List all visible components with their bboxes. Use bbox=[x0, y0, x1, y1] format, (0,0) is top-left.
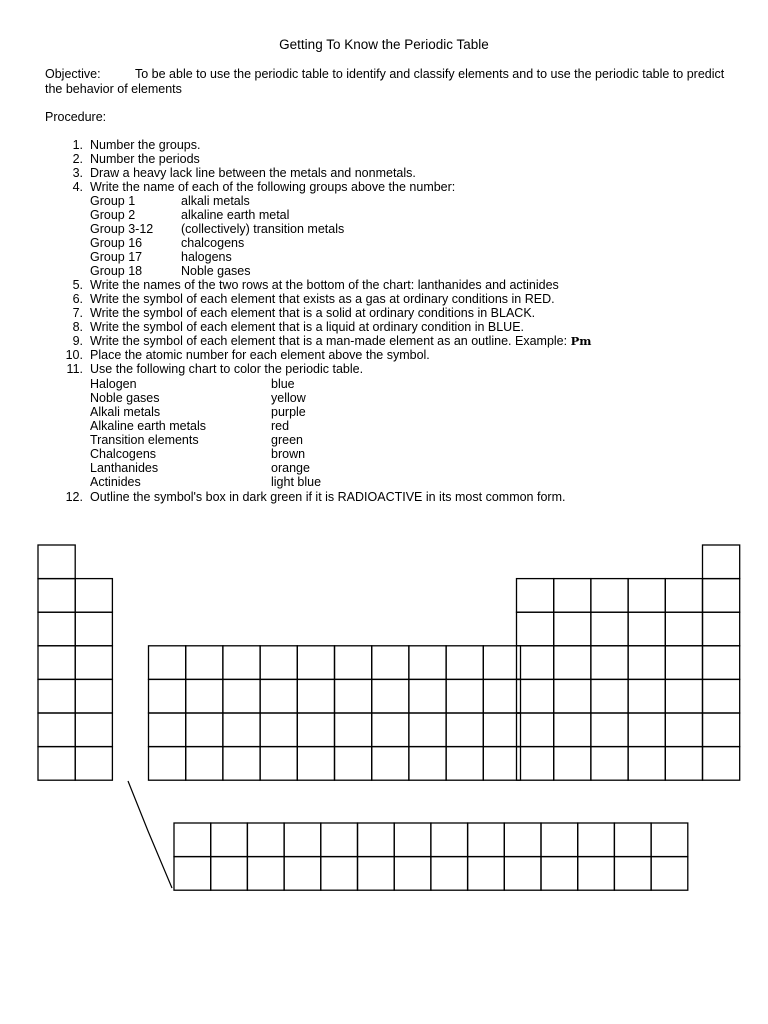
family-label: Actinides bbox=[90, 475, 141, 489]
f-block-cell bbox=[174, 857, 211, 891]
f-block-cell bbox=[431, 823, 468, 857]
element-cell bbox=[372, 679, 409, 713]
f-block-cell bbox=[651, 823, 688, 857]
f-block-cell bbox=[394, 823, 431, 857]
element-cell bbox=[372, 646, 409, 680]
element-cell bbox=[446, 679, 483, 713]
f-block-cell bbox=[541, 823, 578, 857]
element-cell bbox=[335, 747, 372, 781]
group-label: Group 18 bbox=[90, 264, 143, 278]
element-cell bbox=[703, 646, 740, 680]
f-block-cell bbox=[321, 857, 358, 891]
f-block-cell bbox=[468, 857, 505, 891]
element-cell bbox=[517, 679, 554, 713]
element-cell bbox=[483, 679, 520, 713]
family-label: Alkaline earth metals bbox=[90, 419, 207, 433]
f-block-cell bbox=[504, 857, 541, 891]
group-label: Group 2 bbox=[90, 208, 136, 222]
element-cell bbox=[75, 679, 112, 713]
element-cell bbox=[335, 646, 372, 680]
element-cell bbox=[223, 713, 260, 747]
element-cell bbox=[703, 612, 740, 646]
element-cell bbox=[409, 646, 446, 680]
group-label: Group 17 bbox=[90, 250, 143, 264]
element-cell bbox=[297, 747, 334, 781]
element-cell bbox=[665, 646, 702, 680]
group-label: Group 3-12 bbox=[90, 222, 154, 236]
group-label: Group 16 bbox=[90, 236, 143, 250]
element-cell bbox=[665, 713, 702, 747]
f-block-cell bbox=[614, 857, 651, 891]
element-cell bbox=[703, 579, 740, 613]
group-name: alkali metals bbox=[181, 194, 250, 208]
element-cell bbox=[703, 679, 740, 713]
element-cell bbox=[591, 612, 628, 646]
element-cell bbox=[186, 679, 223, 713]
family-label: Noble gases bbox=[90, 391, 160, 405]
element-cell bbox=[703, 713, 740, 747]
family-color: orange bbox=[271, 461, 310, 475]
element-cell bbox=[260, 713, 297, 747]
group-name: Noble gases bbox=[181, 264, 251, 278]
element-cell bbox=[628, 579, 665, 613]
element-cell bbox=[186, 713, 223, 747]
element-cell bbox=[335, 713, 372, 747]
element-cell bbox=[38, 579, 75, 613]
element-cell bbox=[260, 646, 297, 680]
f-block-cell bbox=[247, 823, 284, 857]
element-cell bbox=[665, 747, 702, 781]
element-cell bbox=[665, 679, 702, 713]
group-name: (collectively) transition metals bbox=[181, 222, 345, 236]
element-cell bbox=[703, 747, 740, 781]
element-cell bbox=[517, 646, 554, 680]
element-cell bbox=[38, 747, 75, 781]
element-cell bbox=[517, 579, 554, 613]
element-cell bbox=[591, 713, 628, 747]
element-cell bbox=[409, 679, 446, 713]
family-color: green bbox=[271, 433, 303, 447]
f-block-cell bbox=[174, 823, 211, 857]
element-cell bbox=[665, 612, 702, 646]
family-label: Lanthanides bbox=[90, 461, 159, 475]
element-cell bbox=[483, 747, 520, 781]
element-cell bbox=[75, 612, 112, 646]
family-label: Halogen bbox=[90, 377, 137, 391]
element-cell bbox=[372, 713, 409, 747]
f-block-cell bbox=[614, 823, 651, 857]
element-cell bbox=[38, 612, 75, 646]
element-cell bbox=[554, 679, 591, 713]
group-name: halogens bbox=[181, 250, 232, 264]
connector-line bbox=[128, 781, 172, 888]
f-block-cell bbox=[578, 857, 615, 891]
element-cell bbox=[628, 646, 665, 680]
element-cell bbox=[75, 579, 112, 613]
element-cell bbox=[75, 747, 112, 781]
family-color: blue bbox=[271, 377, 295, 391]
f-block-cell bbox=[358, 857, 395, 891]
element-cell bbox=[260, 747, 297, 781]
f-block-cell bbox=[651, 857, 688, 891]
element-cell bbox=[38, 679, 75, 713]
f-block-cell bbox=[211, 857, 248, 891]
element-cell bbox=[297, 646, 334, 680]
element-cell bbox=[703, 545, 740, 579]
element-cell bbox=[335, 679, 372, 713]
family-label: Transition elements bbox=[90, 433, 199, 447]
element-cell bbox=[591, 679, 628, 713]
f-block-cell bbox=[468, 823, 505, 857]
element-cell bbox=[297, 679, 334, 713]
element-cell bbox=[186, 747, 223, 781]
family-color: brown bbox=[271, 447, 306, 461]
element-cell bbox=[554, 747, 591, 781]
element-cell bbox=[554, 612, 591, 646]
element-cell bbox=[38, 713, 75, 747]
element-cell bbox=[38, 545, 75, 579]
family-color: light blue bbox=[271, 475, 322, 489]
procedure-label: Procedure: bbox=[45, 110, 107, 124]
element-cell bbox=[297, 713, 334, 747]
element-cell bbox=[628, 612, 665, 646]
element-cell bbox=[554, 713, 591, 747]
element-cell bbox=[446, 747, 483, 781]
f-block-cell bbox=[247, 857, 284, 891]
f-block-cell bbox=[578, 823, 615, 857]
element-cell bbox=[483, 646, 520, 680]
element-cell bbox=[446, 646, 483, 680]
f-block-cell bbox=[284, 857, 321, 891]
example-symbol: Pm bbox=[570, 334, 592, 348]
f-block-cell bbox=[211, 823, 248, 857]
element-cell bbox=[409, 713, 446, 747]
element-cell bbox=[149, 747, 186, 781]
element-cell bbox=[517, 713, 554, 747]
element-cell bbox=[628, 713, 665, 747]
element-cell bbox=[149, 713, 186, 747]
f-block-cell bbox=[358, 823, 395, 857]
group-name: chalcogens bbox=[181, 236, 245, 250]
page-title: Getting To Know the Periodic Table bbox=[279, 37, 489, 52]
f-block-cell bbox=[394, 857, 431, 891]
element-cell bbox=[446, 713, 483, 747]
group-name: alkaline earth metal bbox=[181, 208, 290, 222]
element-cell bbox=[149, 679, 186, 713]
element-cell bbox=[223, 747, 260, 781]
family-color: red bbox=[271, 419, 290, 433]
f-block-cell bbox=[504, 823, 541, 857]
family-label: Alkali metals bbox=[90, 405, 161, 419]
element-cell bbox=[665, 579, 702, 613]
element-cell bbox=[483, 713, 520, 747]
f-block-cell bbox=[431, 857, 468, 891]
element-cell bbox=[591, 747, 628, 781]
element-cell bbox=[628, 679, 665, 713]
element-cell bbox=[409, 747, 446, 781]
family-color: purple bbox=[271, 405, 306, 419]
element-cell bbox=[223, 679, 260, 713]
f-block-cell bbox=[321, 823, 358, 857]
element-cell bbox=[517, 747, 554, 781]
element-cell bbox=[554, 646, 591, 680]
element-cell bbox=[260, 679, 297, 713]
element-cell bbox=[591, 646, 628, 680]
f-block-cell bbox=[541, 857, 578, 891]
objective-label: Objective: bbox=[45, 67, 101, 81]
element-cell bbox=[38, 646, 75, 680]
group-label: Group 1 bbox=[90, 194, 136, 208]
element-cell bbox=[75, 713, 112, 747]
element-cell bbox=[75, 646, 112, 680]
objective-text: To be able to use the periodic table to identify and classify elements and to use the periodic table to predict the behavior of elements bbox=[45, 67, 725, 96]
element-cell bbox=[149, 646, 186, 680]
f-block-cell bbox=[284, 823, 321, 857]
element-cell bbox=[628, 747, 665, 781]
family-label: Chalcogens bbox=[90, 447, 157, 461]
element-cell bbox=[517, 612, 554, 646]
family-color: yellow bbox=[271, 391, 306, 405]
element-cell bbox=[554, 579, 591, 613]
element-cell bbox=[223, 646, 260, 680]
element-cell bbox=[372, 747, 409, 781]
element-cell bbox=[591, 579, 628, 613]
element-cell bbox=[186, 646, 223, 680]
